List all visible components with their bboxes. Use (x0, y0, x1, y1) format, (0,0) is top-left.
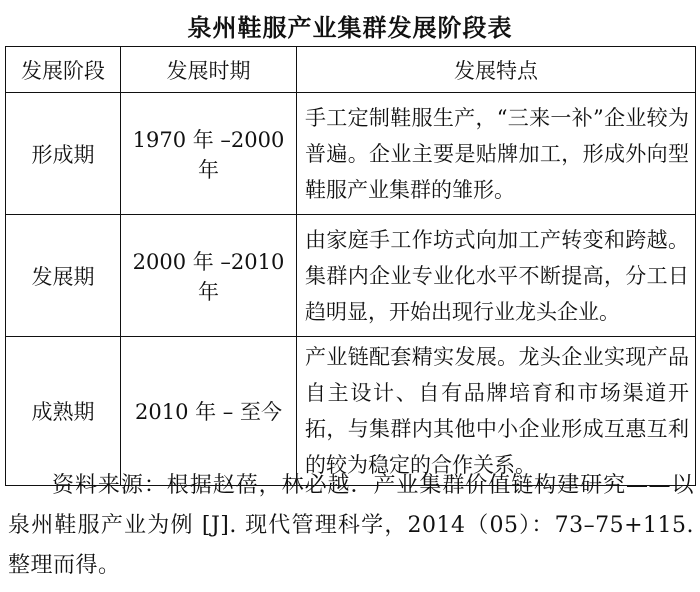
period-cell: 2000 年 –2010 年 (121, 215, 297, 337)
header-stage: 发展阶段 (6, 47, 121, 93)
header-period: 发展时期 (121, 47, 297, 93)
features-cell: 产业链配套精实发展。龙头企业实现产品自主设计、自有品牌培育和市场渠道开拓，与集群内其他中小企业形成互惠互利的较为稳定的合作关系。 (297, 337, 696, 486)
stage-cell: 发展期 (6, 215, 121, 337)
table-row (6, 93, 696, 215)
features-cell: 手工定制鞋服生产，“三来一补”企业较为普遍。企业主要是贴牌加工，形成外向型鞋服产业集群的雏形。 (297, 93, 696, 215)
development-stages-table (5, 46, 696, 486)
table-header-row (6, 47, 696, 93)
period-cell: 2010 年 – 至今 (121, 337, 297, 486)
table-title: 泉州鞋服产业集群发展阶段表 (187, 14, 513, 42)
table-row (6, 337, 696, 486)
features-cell: 由家庭手工作坊式向加工产转变和跨越。集群内企业专业化水平不断提高，分工日趋明显，开始出现行业龙头企业。 (297, 215, 696, 337)
stage-cell: 形成期 (6, 93, 121, 215)
header-features: 发展特点 (297, 47, 696, 93)
stage-cell: 成熟期 (6, 337, 121, 486)
table-row (6, 215, 696, 337)
period-cell: 1970 年 –2000 年 (121, 93, 297, 215)
source-note: 资料来源：根据赵蓓，林必越．产业集群价值链构建研究——以泉州鞋服产业为例 [J]. 现代管理科学，2014（05）：73–75+115. 整理而得。 (8, 473, 694, 578)
